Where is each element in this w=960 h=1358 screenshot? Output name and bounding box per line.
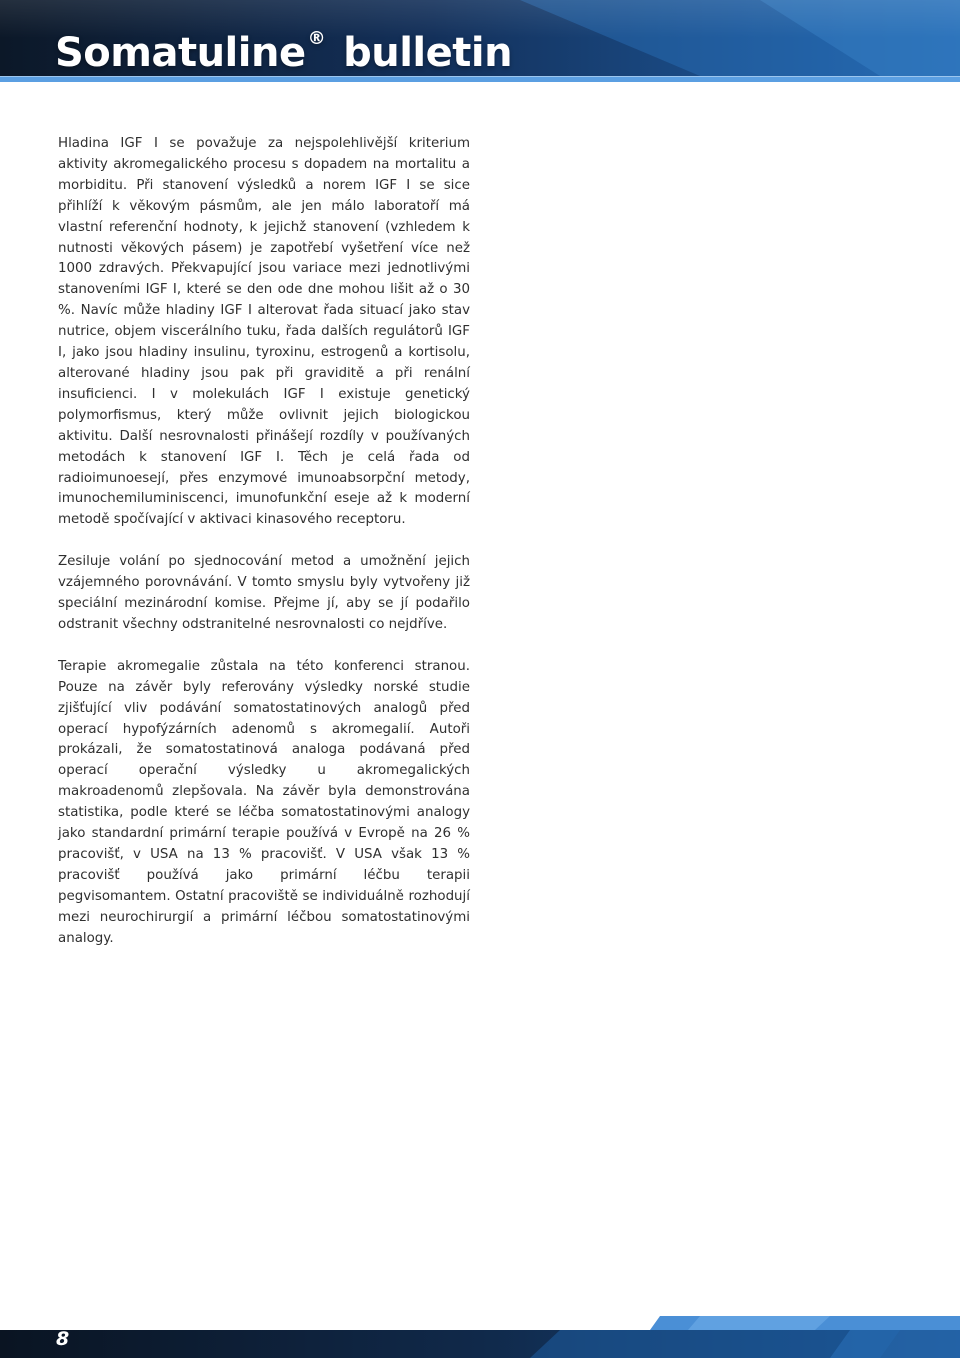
header-banner [0, 0, 960, 82]
brand-suffix: bulletin [343, 30, 513, 76]
article-body [58, 134, 470, 971]
brand-title [55, 14, 512, 78]
paragraph-therapy: Terapie akromegalie zůstala na této konferenci stranou. Pouze na závěr byly referovány výsledky norské studie zjišťující vliv podávání somatostatinových analogů před operací hypofýzárních adenomů s akromegalií. Autoři prokázali, že somatostatinová analoga podávaná před operací operační výsledky u akromegalických makroadenomů zlepšovala. Na závěr byla demonstrována statistika, podle které se léčba somatostatinovými analogy jako standardní primární terapie používá v Evropě na 26 % pracovišť, v USA na 13 % pracovišť. V USA však 13 % pracovišť používá jako primární léčbu terapii pegvisomantem. Ostatní pracoviště se individuálně rozhodují mezi neurochirurgií a primární léčbou somatostatinovými analogy. [58, 658, 470, 946]
footer-bar [0, 1316, 960, 1358]
registered-mark: ® [307, 28, 326, 49]
paragraph-standardization: Zesiluje volání po sjednocování metod a umožnění jejich vzájemného porovnávání. V tomto smyslu byly vytvořeny již speciální mezinárodní komise. Přejme jí, aby se jí podařilo odstranit všechny odstranitelné nesrovnalosti co nejdříve. [58, 554, 470, 632]
page-number: 8 [56, 1328, 70, 1350]
paragraph-igf-levels: Hladina IGF I se považuje za nejspolehlivější kriterium aktivity akromegalického procesu s dopadem na mortalitu a morbiditu. Při stanovení výsledků a norem IGF I se sice přihlíží k věkovým pásmům, ale jen málo laboratoří má vlastní referenční hodnoty, k jejichž stanovení (vzhledem k nutnosti věkových pásem) je zapotřebí vyšetření více než 1000 zdravých. Překvapující jsou variace mezi jednotlivými stanoveními IGF I, které se den ode dne mohou lišit až o 30 %. Navíc může hladiny IGF I alterovat řada situací jako stav nutrice, objem viscerálního tuku, řada dalších regulátorů IGF I, jako jsou hladiny insulinu, tyroxinu, estrogenů a kortisolu, alterované hladiny jsou pak při graviditě a při renální insuficienci. I v molekulách IGF I existuje genetický polymorfismus, který může ovlivnit jejich biologickou aktivitu. Další nesrovnalosti přinášejí rozdíly v používaných metodách k stanovení IGF I. Těch je celá řada od radioimunoesejí, přes enzymové imunoabsorpční metody, imunochemiluminiscenci, imunofunkční eseje až k moderní metodě spočívající v aktivaci kinasového receptoru. [58, 136, 470, 528]
brand-name: Somatuline [55, 30, 306, 76]
footer-background [0, 1316, 960, 1358]
